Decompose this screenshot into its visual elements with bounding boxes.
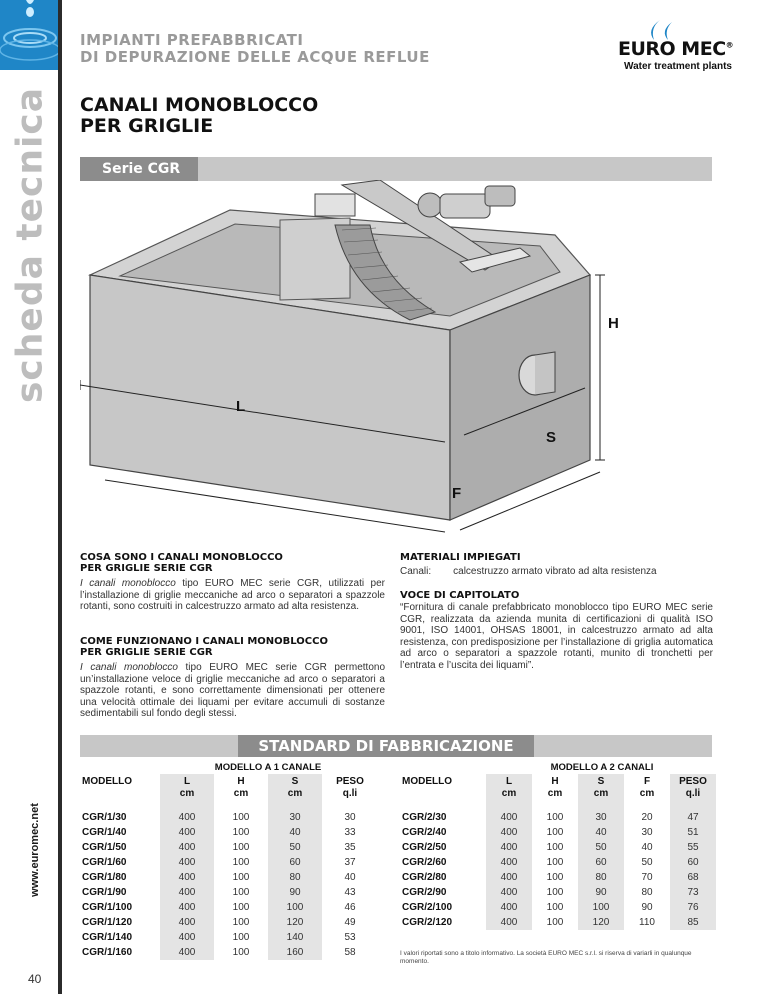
channel-illustration (80, 180, 720, 540)
value-cell: 51 (670, 825, 716, 840)
value-cell: 400 (160, 855, 214, 870)
value-cell: 100 (532, 870, 578, 885)
materials-text: Canali: calcestruzzo armato vibrato ad alta resistenza (400, 566, 657, 577)
model-cell: CGR/1/60 (78, 855, 160, 870)
model-cell: CGR/1/80 (78, 870, 160, 885)
value-cell: 120 (268, 915, 322, 930)
page-number: 40 (28, 972, 42, 986)
value-cell: 400 (160, 915, 214, 930)
value-cell: 80 (624, 885, 670, 900)
value-cell: 100 (268, 900, 322, 915)
table-row (398, 810, 716, 825)
value-cell: 40 (578, 825, 624, 840)
col-h: H cm (532, 774, 578, 802)
value-cell: 100 (214, 840, 268, 855)
model-cell: CGR/2/120 (398, 915, 486, 930)
value-cell: 50 (268, 840, 322, 855)
model-cell: CGR/2/100 (398, 900, 486, 915)
col-s: S cm (268, 774, 322, 802)
table-double-channel (398, 774, 716, 930)
table-row (398, 915, 716, 930)
value-cell: 68 (670, 870, 716, 885)
value-cell: 60 (670, 855, 716, 870)
value-cell: 400 (486, 825, 532, 840)
model-cell: CGR/2/30 (398, 810, 486, 825)
value-cell: 120 (578, 915, 624, 930)
table-row (398, 840, 716, 855)
value-cell: 400 (160, 825, 214, 840)
model-cell: CGR/1/40 (78, 825, 160, 840)
table2-group-title: MODELLO A 2 CANALI (550, 762, 654, 773)
model-cell: CGR/2/50 (398, 840, 486, 855)
value-cell: 400 (486, 915, 532, 930)
value-cell: 400 (486, 885, 532, 900)
table-row (398, 900, 716, 915)
value-cell: 43 (322, 885, 378, 900)
col-l: L cm (486, 774, 532, 802)
dimension-label-f: F (452, 485, 462, 502)
value-cell: 58 (322, 945, 378, 960)
col-s: S cm (578, 774, 624, 802)
what-heading: COSA SONO I CANALI MONOBLOCCO PER GRIGLIE SERIE CGR (80, 552, 283, 574)
table-row (78, 870, 378, 885)
value-cell: 100 (214, 915, 268, 930)
value-cell: 40 (268, 825, 322, 840)
value-cell: 49 (322, 915, 378, 930)
table-row (78, 840, 378, 855)
value-cell: 100 (214, 870, 268, 885)
table-row (78, 855, 378, 870)
model-cell: CGR/2/60 (398, 855, 486, 870)
brand-tagline: Water treatment plants (624, 61, 732, 72)
value-cell: 30 (322, 810, 378, 825)
col-modello: MODELLO (78, 774, 160, 802)
value-cell: 100 (532, 825, 578, 840)
model-cell: CGR/1/100 (78, 900, 160, 915)
table2-header-row (398, 774, 716, 802)
value-cell: 47 (670, 810, 716, 825)
value-cell: 37 (322, 855, 378, 870)
value-cell: 33 (322, 825, 378, 840)
model-cell: CGR/1/140 (78, 930, 160, 945)
dimension-label-h: H (608, 315, 619, 332)
table-row (398, 825, 716, 840)
col-peso: PESO q.li (670, 774, 716, 802)
value-cell: 70 (624, 870, 670, 885)
value-cell: 20 (624, 810, 670, 825)
model-cell: CGR/2/90 (398, 885, 486, 900)
value-cell: 100 (214, 810, 268, 825)
value-cell: 400 (160, 810, 214, 825)
model-cell: CGR/1/50 (78, 840, 160, 855)
table-row (78, 945, 378, 960)
col-peso: PESO q.li (322, 774, 378, 802)
header-title: IMPIANTI PREFABBRICATI DI DEPURAZIONE DELLE ACQUE REFLUE (80, 31, 430, 66)
table-row (78, 885, 378, 900)
value-cell: 400 (160, 900, 214, 915)
value-cell: 100 (532, 915, 578, 930)
value-cell: 85 (670, 915, 716, 930)
brand-logo (598, 18, 738, 76)
table-row (78, 930, 378, 945)
value-cell: 30 (578, 810, 624, 825)
value-cell: 100 (214, 930, 268, 945)
value-cell: 60 (578, 855, 624, 870)
col-l: L cm (160, 774, 214, 802)
value-cell: 100 (214, 885, 268, 900)
water-drop-image (0, 0, 60, 70)
value-cell: 100 (532, 810, 578, 825)
value-cell: 400 (486, 810, 532, 825)
value-cell: 100 (214, 825, 268, 840)
vertical-section-title: scheda tecnica (9, 87, 51, 403)
value-cell: 100 (214, 855, 268, 870)
table1-group-title: MODELLO A 1 CANALE (214, 762, 322, 773)
how-heading: COME FUNZIONANO I CANALI MONOBLOCCO PER GRIGLIE SERIE CGR (80, 636, 328, 658)
value-cell: 73 (670, 885, 716, 900)
what-text: I canali monoblocco tipo EURO MEC serie CGR, utilizzati per l’installazione di griglie meccaniche ad arco o separatori a spazzole rotanti, sono costruiti in calcestruzzo armato ad alta resistenza. (80, 578, 385, 612)
table1-header-row (78, 774, 378, 802)
value-cell: 100 (532, 855, 578, 870)
model-cell: CGR/1/160 (78, 945, 160, 960)
value-cell: 400 (486, 840, 532, 855)
value-cell: 400 (160, 840, 214, 855)
value-cell: 400 (160, 885, 214, 900)
value-cell: 100 (578, 900, 624, 915)
sidebar-divider (58, 0, 62, 994)
value-cell: 90 (268, 885, 322, 900)
value-cell: 80 (268, 870, 322, 885)
col-h: H cm (214, 774, 268, 802)
sidebar (0, 0, 60, 994)
value-cell: 400 (486, 900, 532, 915)
value-cell: 100 (214, 900, 268, 915)
value-cell: 140 (268, 930, 322, 945)
website-link[interactable]: www.euromec.net (29, 803, 41, 897)
spec-text: “Fornitura di canale prefabbricato monoblocco tipo EURO MEC serie CGR, realizzata da azienda munita di certificazioni di qualità ISO 9001, ISO 14001, OHSAS 18001, in calcestruzzo armato ad alta resistenza, con predisposizione per l’installazione di griglia automatica ad arco o separatori a spazzole rotanti, munito di tronchetti per l’entrata e l’uscita dei liquami”. (400, 602, 713, 671)
value-cell: 30 (268, 810, 322, 825)
table-single-channel (78, 774, 378, 960)
value-cell: 55 (670, 840, 716, 855)
value-cell: 53 (322, 930, 378, 945)
disclaimer: I valori riportati sono a titolo informativo. La società EURO MEC s.r.l. si riserva di variarli in qualunque momento. (400, 950, 692, 965)
standard-label: STANDARD DI FABBRICAZIONE (238, 735, 534, 757)
value-cell: 40 (322, 870, 378, 885)
model-cell: CGR/1/90 (78, 885, 160, 900)
dimension-label-s: S (546, 429, 557, 446)
value-cell: 400 (160, 945, 214, 960)
table-row (398, 870, 716, 885)
model-cell: CGR/1/30 (78, 810, 160, 825)
document-title: CANALI MONOBLOCCO PER GRIGLIE (80, 94, 319, 137)
value-cell: 400 (160, 870, 214, 885)
value-cell: 100 (532, 885, 578, 900)
col-f: F cm (624, 774, 670, 802)
brand-name: EURO MEC® (618, 38, 734, 60)
value-cell: 100 (532, 900, 578, 915)
value-cell: 60 (268, 855, 322, 870)
table-row (78, 900, 378, 915)
model-cell: CGR/1/120 (78, 915, 160, 930)
spec-heading: VOCE DI CAPITOLATO (400, 590, 520, 601)
value-cell: 400 (486, 855, 532, 870)
value-cell: 160 (268, 945, 322, 960)
table-row (78, 810, 378, 825)
value-cell: 100 (214, 945, 268, 960)
value-cell: 30 (624, 825, 670, 840)
value-cell: 400 (486, 870, 532, 885)
value-cell: 90 (624, 900, 670, 915)
col-modello: MODELLO (398, 774, 486, 802)
value-cell: 50 (624, 855, 670, 870)
value-cell: 40 (624, 840, 670, 855)
value-cell: 46 (322, 900, 378, 915)
value-cell: 400 (160, 930, 214, 945)
value-cell: 50 (578, 840, 624, 855)
table-row (78, 825, 378, 840)
value-cell: 90 (578, 885, 624, 900)
materials-heading: MATERIALI IMPIEGATI (400, 552, 521, 563)
how-text: I canali monoblocco tipo EURO MEC serie CGR permettono un’installazione veloce di griglie meccaniche ad arco o separatori a spazzole rotanti, e sono correttamente dimensionati per ottenere una velocità ottimale dei liquami per evitare accumuli di sostanze sedimentabili sul fondo degli stessi. (80, 662, 386, 719)
series-label: Serie CGR (80, 157, 198, 181)
model-cell: CGR/2/80 (398, 870, 486, 885)
table-row (78, 915, 378, 930)
table-row (398, 855, 716, 870)
dimension-label-l: L (236, 398, 246, 415)
value-cell: 110 (624, 915, 670, 930)
value-cell: 76 (670, 900, 716, 915)
value-cell: 35 (322, 840, 378, 855)
value-cell: 100 (532, 840, 578, 855)
model-cell: CGR/2/40 (398, 825, 486, 840)
table-row (398, 885, 716, 900)
value-cell: 80 (578, 870, 624, 885)
